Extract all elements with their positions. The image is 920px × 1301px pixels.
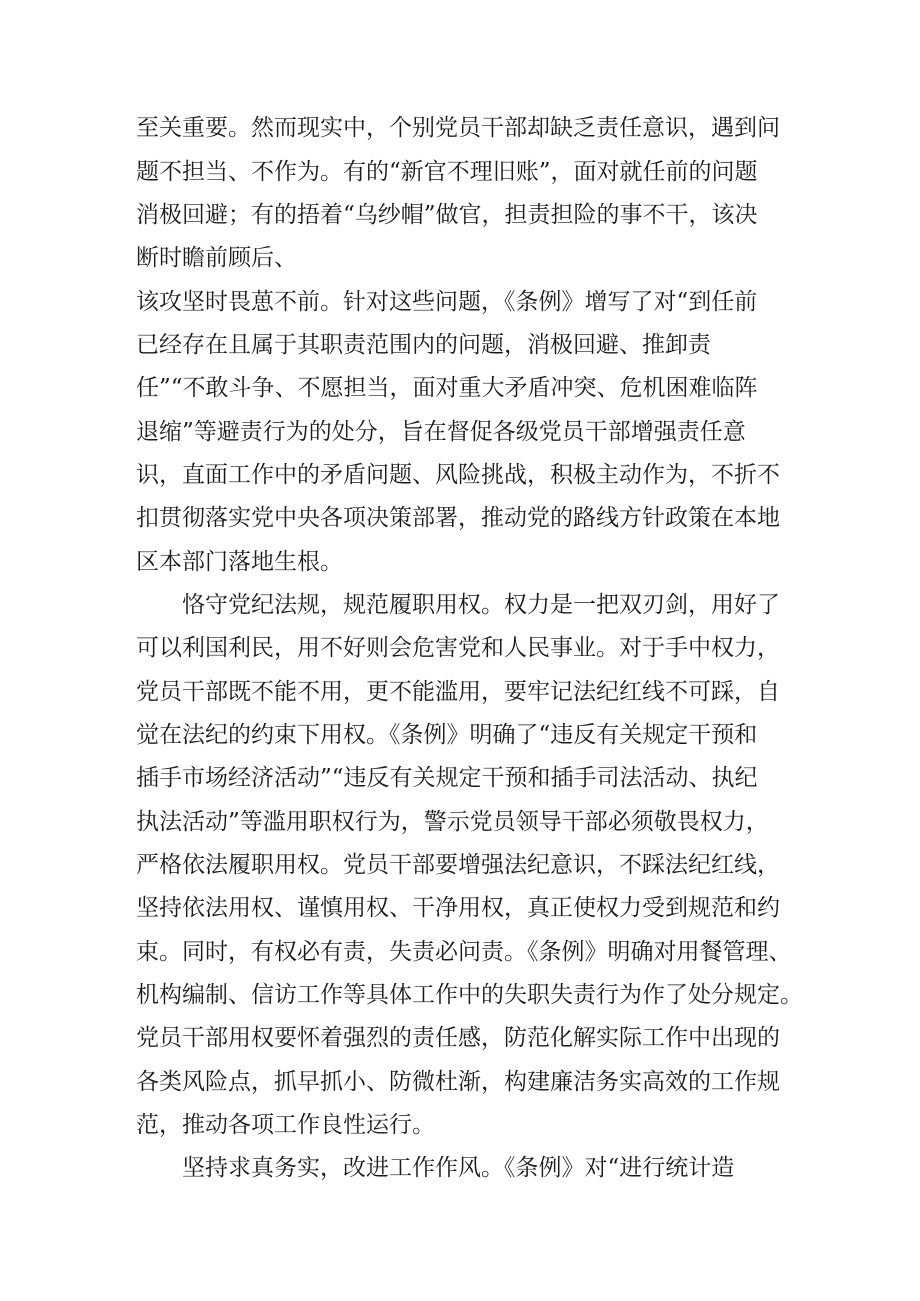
text-line: 区本部门落地生根。 [136, 549, 343, 575]
text-line: 已经存在且属于其职责范围内的问题，消极回避、推卸责 [136, 332, 711, 358]
text-line: 机构编制、信访工作等具体工作中的失职失责行为作了处分规定。 [136, 982, 803, 1008]
text-line: 坚持依法用权、谨慎用权、干净用权，真正使权力受到规范和约 [136, 895, 780, 921]
text-line: 题不担当、不作为。有的“新官不理旧账”，面对就任前的问题 [136, 159, 758, 185]
text-line: 该攻坚时畏葸不前。针对这些问题，《条例》增写了对“到任前 [136, 289, 758, 315]
text-line: 觉在法纪的约束下用权。《条例》明确了“违反有关规定干预和 [136, 722, 758, 748]
text-line: 严格依法履职用权。党员干部要增强法纪意识，不踩法纪红线， [136, 852, 780, 878]
text-line: 党员干部既不能不用，更不能滥用，要牢记法纪红线不可踩，自 [136, 679, 780, 705]
text-line: 党员干部用权要怀着强烈的责任感，防范化解实际工作中出现的 [136, 1025, 780, 1051]
text-line: 各类风险点，抓早抓小、防微杜渐，构建廉洁务实高效的工作规 [136, 1069, 780, 1095]
text-line: 束。同时，有权必有责，失责必问责。《条例》明确对用餐管理、 [136, 939, 792, 965]
text-line: 消极回避；有的捂着“乌纱帽”做官，担责担险的事不干，该决 [136, 202, 758, 228]
paragraph-start-line: 恪守党纪法规，规范履职用权。权力是一把双刃剑，用好了 [182, 592, 780, 618]
text-line: 插手市场经济活动”“违反有关规定干预和插手司法活动、执纪 [136, 765, 758, 791]
text-line: 扣贯彻落实党中央各项决策部署，推动党的路线方针政策在本地 [136, 505, 780, 531]
text-line: 范，推动各项工作良性运行。 [136, 1112, 435, 1138]
text-line: 可以利国利民，用不好则会危害党和人民事业。对于手中权力， [136, 635, 780, 661]
text-line: 执法活动”等滥用职权行为，警示党员领导干部必须敬畏权力， [136, 809, 769, 835]
paragraph-start-line: 坚持求真务实，改进工作作风。《条例》对“进行统计造 [182, 1155, 735, 1181]
text-line: 识，直面工作中的矛盾问题、风险挑战，积极主动作为，不折不 [136, 462, 780, 488]
text-line: 至关重要。然而现实中，个别党员干部却缺乏责任意识，遇到问 [136, 115, 780, 141]
text-line: 断时瞻前顾后、 [136, 245, 297, 271]
text-line: 退缩”等避责行为的处分，旨在督促各级党员干部增强责任意 [136, 419, 746, 445]
text-line: 任”“不敢斗争、不愿担当，面对重大矛盾冲突、危机困难临阵 [136, 375, 758, 401]
